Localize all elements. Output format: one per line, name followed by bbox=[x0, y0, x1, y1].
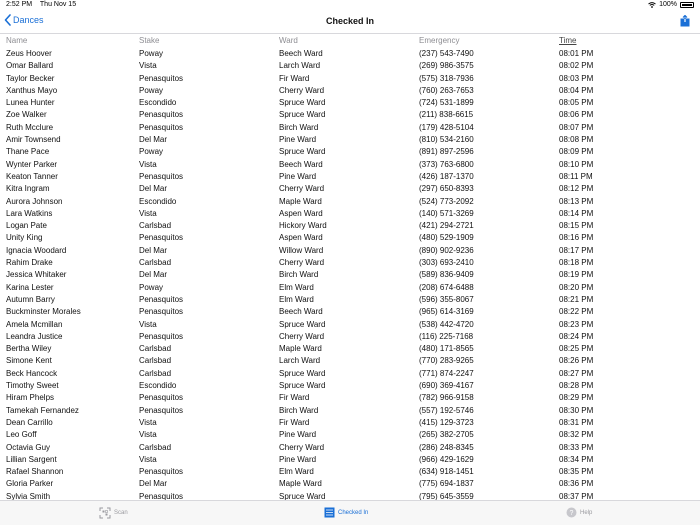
cell-stake: Carlsbad bbox=[139, 221, 172, 231]
cell-stake: Penasquitos bbox=[139, 233, 184, 243]
cell-emergency: (966) 429-1629 bbox=[419, 454, 474, 464]
wifi-icon bbox=[648, 2, 656, 8]
cell-name: Ignacia Woodard bbox=[6, 245, 67, 255]
cell-stake: Penasquitos bbox=[139, 405, 184, 415]
cell-stake: Vista bbox=[139, 208, 157, 218]
cell-time: 08:24 PM bbox=[559, 331, 594, 341]
cell-time: 08:05 PM bbox=[559, 98, 594, 108]
table-row[interactable] bbox=[0, 109, 700, 121]
table-row[interactable] bbox=[0, 171, 700, 183]
cell-time: 08:17 PM bbox=[559, 245, 594, 255]
cell-name: Ruth Mcclure bbox=[6, 122, 54, 132]
cell-stake: Penasquitos bbox=[139, 73, 184, 83]
cell-name: Taylor Becker bbox=[6, 73, 55, 83]
cell-ward: Fir Ward bbox=[279, 417, 310, 427]
column-header-time[interactable]: Time bbox=[559, 36, 577, 45]
table-row[interactable] bbox=[0, 269, 700, 281]
table-row[interactable] bbox=[0, 491, 700, 500]
cell-time: 08:02 PM bbox=[559, 61, 594, 71]
cell-ward: Cherry Ward bbox=[279, 331, 325, 341]
cell-name: Dean Carrillo bbox=[6, 417, 53, 427]
cell-emergency: (771) 874-2247 bbox=[419, 368, 474, 378]
cell-stake: Escondido bbox=[139, 98, 177, 108]
status-bar bbox=[0, 0, 700, 10]
cell-name: Aurora Johnson bbox=[6, 196, 63, 206]
status-time: 2:52 PM bbox=[6, 1, 33, 8]
cell-time: 08:16 PM bbox=[559, 233, 594, 243]
cell-emergency: (421) 294-2721 bbox=[419, 221, 474, 231]
column-header-stake[interactable]: Stake bbox=[139, 36, 160, 45]
cell-emergency: (557) 192-5746 bbox=[419, 405, 474, 415]
cell-name: Lara Watkins bbox=[6, 208, 53, 218]
cell-emergency: (965) 614-3169 bbox=[419, 307, 474, 317]
cell-ward: Spruce Ward bbox=[279, 491, 326, 500]
table-row[interactable] bbox=[0, 48, 700, 60]
cell-emergency: (297) 650-8393 bbox=[419, 184, 474, 194]
cell-ward: Aspen Ward bbox=[279, 233, 323, 243]
column-header-emergency[interactable]: Emergency bbox=[419, 36, 460, 45]
cell-emergency: (810) 534-2160 bbox=[419, 135, 474, 145]
cell-stake: Del Mar bbox=[139, 270, 168, 280]
cell-stake: Vista bbox=[139, 159, 157, 169]
cell-name: Octavia Guy bbox=[6, 442, 51, 452]
cell-time: 08:22 PM bbox=[559, 307, 594, 317]
cell-emergency: (760) 263-7653 bbox=[419, 85, 474, 95]
cell-ward: Fir Ward bbox=[279, 73, 310, 83]
cell-emergency: (775) 694-1837 bbox=[419, 479, 474, 489]
cell-name: Buckminster Morales bbox=[6, 307, 81, 317]
cell-name: Jessica Whitaker bbox=[6, 270, 67, 280]
list-icon bbox=[324, 507, 335, 518]
column-header-name[interactable]: Name bbox=[6, 36, 28, 45]
cell-stake: Penasquitos bbox=[139, 171, 184, 181]
cell-ward: Spruce Ward bbox=[279, 381, 326, 391]
cell-stake: Del Mar bbox=[139, 245, 168, 255]
cell-ward: Larch Ward bbox=[279, 356, 321, 366]
cell-ward: Spruce Ward bbox=[279, 110, 326, 120]
cell-time: 08:12 PM bbox=[559, 184, 594, 194]
cell-stake: Penasquitos bbox=[139, 467, 184, 477]
cell-stake: Vista bbox=[139, 430, 157, 440]
cell-emergency: (782) 966-9158 bbox=[419, 393, 474, 403]
cell-emergency: (286) 248-8345 bbox=[419, 442, 474, 452]
table-row[interactable] bbox=[0, 146, 700, 158]
table-row[interactable] bbox=[0, 380, 700, 392]
cell-emergency: (426) 187-1370 bbox=[419, 171, 474, 181]
cell-name: Beck Hancock bbox=[6, 368, 58, 378]
cell-emergency: (538) 442-4720 bbox=[419, 319, 474, 329]
cell-time: 08:15 PM bbox=[559, 221, 594, 231]
cell-ward: Birch Ward bbox=[279, 122, 319, 132]
cell-emergency: (575) 318-7936 bbox=[419, 73, 474, 83]
cell-name: Sylvia Smith bbox=[6, 491, 51, 500]
cell-ward: Cherry Ward bbox=[279, 85, 325, 95]
cell-name: Autumn Barry bbox=[6, 294, 55, 304]
cell-stake: Penasquitos bbox=[139, 122, 184, 132]
cell-time: 08:04 PM bbox=[559, 85, 594, 95]
cell-name: Omar Ballard bbox=[6, 61, 54, 71]
tab-help[interactable] bbox=[566, 507, 592, 518]
cell-stake: Poway bbox=[139, 147, 164, 157]
cell-stake: Escondido bbox=[139, 381, 177, 391]
cell-name: Kitra Ingram bbox=[6, 184, 50, 194]
table-row[interactable] bbox=[0, 220, 700, 232]
qr-scan-icon bbox=[99, 507, 111, 519]
table-row[interactable] bbox=[0, 417, 700, 429]
cell-ward: Cherry Ward bbox=[279, 258, 325, 268]
cell-stake: Poway bbox=[139, 282, 164, 292]
tab-scan-label: Scan bbox=[114, 510, 128, 516]
status-date: Thu Nov 15 bbox=[39, 1, 77, 8]
table-row[interactable] bbox=[0, 122, 700, 134]
cell-name: Leo Goff bbox=[6, 430, 37, 440]
cell-ward: Maple Ward bbox=[279, 479, 322, 489]
cell-name: Amela Mcmillan bbox=[6, 319, 63, 329]
cell-ward: Spruce Ward bbox=[279, 368, 326, 378]
cell-emergency: (116) 225-7168 bbox=[419, 331, 474, 341]
cell-ward: Maple Ward bbox=[279, 344, 322, 354]
cell-ward: Birch Ward bbox=[279, 270, 319, 280]
cell-name: Lunea Hunter bbox=[6, 98, 55, 108]
cell-time: 08:08 PM bbox=[559, 135, 594, 145]
cell-ward: Willow Ward bbox=[279, 245, 324, 255]
cell-ward: Birch Ward bbox=[279, 405, 319, 415]
cell-ward: Pine Ward bbox=[279, 454, 317, 464]
cell-ward: Spruce Ward bbox=[279, 147, 326, 157]
cell-emergency: (891) 897-2596 bbox=[419, 147, 474, 157]
cell-ward: Spruce Ward bbox=[279, 319, 326, 329]
table-row[interactable] bbox=[0, 208, 700, 220]
cell-time: 08:23 PM bbox=[559, 319, 594, 329]
cell-ward: Elm Ward bbox=[279, 467, 314, 477]
cell-emergency: (634) 918-1451 bbox=[419, 467, 474, 477]
cell-name: Zeus Hoover bbox=[6, 49, 52, 58]
cell-emergency: (140) 571-3269 bbox=[419, 208, 474, 218]
cell-stake: Penasquitos bbox=[139, 294, 184, 304]
tab-scan[interactable] bbox=[99, 507, 128, 519]
cell-name: Hiram Phelps bbox=[6, 393, 55, 403]
cell-emergency: (690) 369-4167 bbox=[419, 381, 474, 391]
cell-emergency: (596) 355-8067 bbox=[419, 294, 474, 304]
table-row[interactable] bbox=[0, 331, 700, 343]
cell-time: 08:07 PM bbox=[559, 122, 594, 132]
navigation-bar bbox=[0, 10, 700, 34]
cell-time: 08:06 PM bbox=[559, 110, 594, 120]
cell-time: 08:33 PM bbox=[559, 442, 594, 452]
cell-time: 08:14 PM bbox=[559, 208, 594, 218]
cell-emergency: (415) 129-3723 bbox=[419, 417, 474, 427]
cell-time: 08:10 PM bbox=[559, 159, 594, 169]
table-row[interactable] bbox=[0, 392, 700, 404]
cell-time: 08:18 PM bbox=[559, 258, 594, 268]
cell-name: Gloria Parker bbox=[6, 479, 54, 489]
cell-time: 08:32 PM bbox=[559, 430, 594, 440]
cell-time: 08:29 PM bbox=[559, 393, 594, 403]
cell-name: Simone Kent bbox=[6, 356, 52, 366]
table-row[interactable] bbox=[0, 429, 700, 441]
cell-time: 08:37 PM bbox=[559, 491, 594, 500]
cell-ward: Pine Ward bbox=[279, 430, 317, 440]
cell-time: 08:13 PM bbox=[559, 196, 594, 206]
table-row[interactable] bbox=[0, 73, 700, 85]
table-row[interactable] bbox=[0, 442, 700, 454]
cell-emergency: (237) 543-7490 bbox=[419, 49, 474, 58]
tab-checked-in[interactable] bbox=[324, 507, 368, 518]
cell-stake: Carlsbad bbox=[139, 368, 172, 378]
cell-stake: Vista bbox=[139, 417, 157, 427]
cell-name: Timothy Sweet bbox=[6, 381, 59, 391]
cell-name: Amir Townsend bbox=[6, 135, 61, 145]
table-row[interactable] bbox=[0, 60, 700, 72]
table-row[interactable] bbox=[0, 306, 700, 318]
table-row[interactable] bbox=[0, 294, 700, 306]
cell-ward: Elm Ward bbox=[279, 282, 314, 292]
cell-stake: Vista bbox=[139, 61, 157, 71]
cell-stake: Poway bbox=[139, 85, 164, 95]
cell-stake: Vista bbox=[139, 319, 157, 329]
help-icon bbox=[566, 507, 577, 518]
cell-ward: Beech Ward bbox=[279, 307, 323, 317]
table-row[interactable] bbox=[0, 97, 700, 109]
cell-name: Bertha Wiley bbox=[6, 344, 52, 354]
table-row[interactable] bbox=[0, 85, 700, 97]
table-row[interactable] bbox=[0, 196, 700, 208]
cell-emergency: (524) 773-2092 bbox=[419, 196, 474, 206]
cell-name: Wynter Parker bbox=[6, 159, 58, 169]
cell-time: 08:01 PM bbox=[559, 49, 594, 58]
cell-time: 08:28 PM bbox=[559, 381, 594, 391]
cell-ward: Larch Ward bbox=[279, 61, 321, 71]
table-body bbox=[0, 48, 700, 500]
cell-stake: Escondido bbox=[139, 196, 177, 206]
table-row[interactable] bbox=[0, 232, 700, 244]
cell-emergency: (208) 674-6488 bbox=[419, 282, 474, 292]
cell-ward: Cherry Ward bbox=[279, 442, 325, 452]
cell-emergency: (480) 171-8565 bbox=[419, 344, 474, 354]
table-row[interactable] bbox=[0, 478, 700, 490]
cell-ward: Aspen Ward bbox=[279, 208, 323, 218]
cell-name: Xanthus Mayo bbox=[6, 85, 58, 95]
cell-time: 08:31 PM bbox=[559, 417, 594, 427]
cell-name: Tamekah Fernandez bbox=[6, 405, 79, 415]
cell-emergency: (303) 693-2410 bbox=[419, 258, 474, 268]
cell-stake: Carlsbad bbox=[139, 442, 172, 452]
cell-time: 08:03 PM bbox=[559, 73, 594, 83]
cell-emergency: (269) 986-3575 bbox=[419, 61, 474, 71]
table-row[interactable] bbox=[0, 454, 700, 466]
checked-in-table[interactable] bbox=[0, 34, 700, 500]
cell-emergency: (265) 382-2705 bbox=[419, 430, 474, 440]
cell-ward: Fir Ward bbox=[279, 393, 310, 403]
cell-ward: Beech Ward bbox=[279, 49, 323, 58]
cell-name: Leandra Justice bbox=[6, 331, 63, 341]
cell-ward: Hickory Ward bbox=[279, 221, 327, 231]
cell-stake: Penasquitos bbox=[139, 110, 184, 120]
cell-time: 08:21 PM bbox=[559, 294, 594, 304]
cell-time: 08:19 PM bbox=[559, 270, 594, 280]
page-title: Checked In bbox=[325, 16, 374, 26]
table-header bbox=[0, 34, 700, 47]
cell-time: 08:27 PM bbox=[559, 368, 594, 378]
table-row[interactable] bbox=[0, 245, 700, 257]
back-button-label: Dances bbox=[13, 15, 44, 25]
cell-time: 08:30 PM bbox=[559, 405, 594, 415]
cell-stake: Vista bbox=[139, 454, 157, 464]
cell-emergency: (795) 645-3559 bbox=[419, 491, 474, 500]
tab-checked-in-label: Checked In bbox=[338, 509, 369, 516]
table-row[interactable] bbox=[0, 355, 700, 367]
table-row[interactable] bbox=[0, 282, 700, 294]
cell-name: Keaton Tanner bbox=[6, 171, 58, 181]
cell-name: Lillian Sargent bbox=[6, 454, 57, 464]
cell-emergency: (179) 428-5104 bbox=[419, 122, 474, 132]
cell-stake: Penasquitos bbox=[139, 393, 184, 403]
table-row[interactable] bbox=[0, 319, 700, 331]
table-row[interactable] bbox=[0, 368, 700, 380]
cell-stake: Penasquitos bbox=[139, 331, 184, 341]
cell-name: Karina Lester bbox=[6, 282, 54, 292]
cell-name: Rafael Shannon bbox=[6, 467, 64, 477]
share-icon[interactable] bbox=[680, 15, 690, 27]
battery-icon bbox=[680, 2, 694, 8]
cell-name: Unity King bbox=[6, 233, 43, 243]
cell-time: 08:20 PM bbox=[559, 282, 594, 292]
cell-name: Logan Pate bbox=[6, 221, 47, 231]
table-row[interactable] bbox=[0, 343, 700, 355]
cell-stake: Penasquitos bbox=[139, 491, 184, 500]
table-row[interactable] bbox=[0, 466, 700, 478]
cell-emergency: (589) 836-9409 bbox=[419, 270, 474, 280]
cell-stake: Carlsbad bbox=[139, 344, 172, 354]
table-row[interactable] bbox=[0, 134, 700, 146]
cell-ward: Cherry Ward bbox=[279, 184, 325, 194]
cell-time: 08:25 PM bbox=[559, 344, 594, 354]
cell-ward: Maple Ward bbox=[279, 196, 322, 206]
cell-ward: Pine Ward bbox=[279, 171, 317, 181]
cell-time: 08:36 PM bbox=[559, 479, 594, 489]
cell-ward: Spruce Ward bbox=[279, 98, 326, 108]
cell-stake: Del Mar bbox=[139, 135, 168, 145]
cell-stake: Del Mar bbox=[139, 479, 168, 489]
cell-time: 08:34 PM bbox=[559, 454, 594, 464]
cell-stake: Poway bbox=[139, 49, 164, 58]
tab-bar bbox=[0, 500, 700, 525]
cell-emergency: (770) 283-9265 bbox=[419, 356, 474, 366]
cell-emergency: (724) 531-1899 bbox=[419, 98, 474, 108]
cell-time: 08:35 PM bbox=[559, 467, 594, 477]
tab-help-label: Help bbox=[580, 509, 593, 516]
column-header-ward[interactable]: Ward bbox=[279, 36, 298, 45]
cell-ward: Pine Ward bbox=[279, 135, 317, 145]
cell-name: Thane Pace bbox=[6, 147, 50, 157]
table-row[interactable] bbox=[0, 159, 700, 171]
cell-stake: Carlsbad bbox=[139, 258, 172, 268]
cell-name: Zoe Walker bbox=[6, 110, 47, 120]
cell-time: 08:11 PM bbox=[559, 171, 593, 181]
cell-ward: Beech Ward bbox=[279, 159, 323, 169]
cell-time: 08:09 PM bbox=[559, 147, 594, 157]
cell-name: Rahim Drake bbox=[6, 258, 53, 268]
table-row[interactable] bbox=[0, 405, 700, 417]
cell-emergency: (373) 763-6800 bbox=[419, 159, 474, 169]
cell-ward: Elm Ward bbox=[279, 294, 314, 304]
cell-time: 08:26 PM bbox=[559, 356, 594, 366]
table-row[interactable] bbox=[0, 183, 700, 195]
cell-stake: Carlsbad bbox=[139, 356, 172, 366]
cell-emergency: (480) 529-1909 bbox=[419, 233, 474, 243]
table-row[interactable] bbox=[0, 257, 700, 269]
cell-stake: Penasquitos bbox=[139, 307, 184, 317]
cell-emergency: (211) 838-6615 bbox=[419, 110, 474, 120]
svg-text:?: ? bbox=[569, 510, 574, 517]
battery-percent: 100% bbox=[659, 1, 677, 8]
cell-emergency: (890) 902-9236 bbox=[419, 245, 474, 255]
cell-stake: Del Mar bbox=[139, 184, 168, 194]
